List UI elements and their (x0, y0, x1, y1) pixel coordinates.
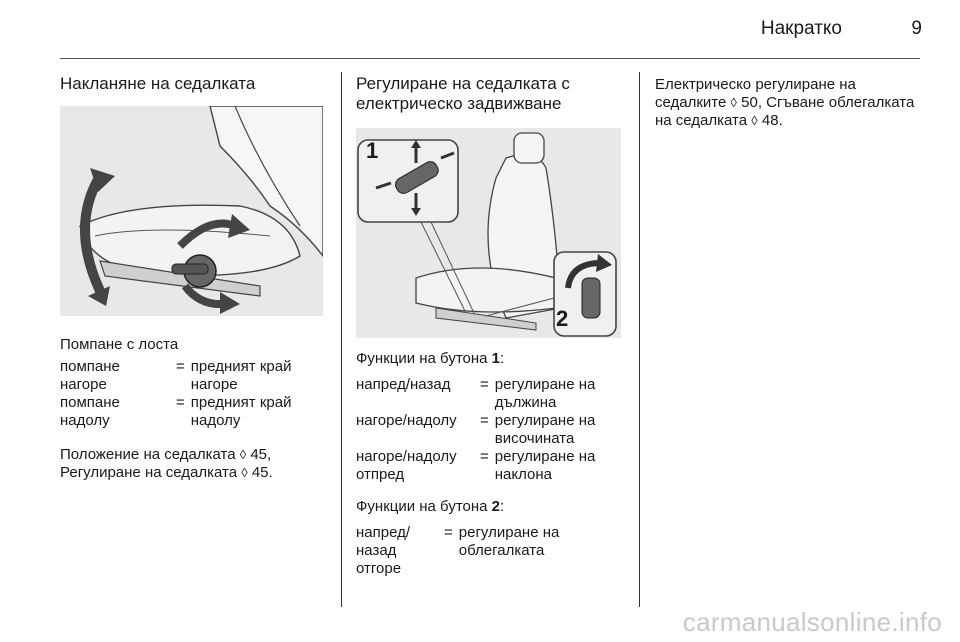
watermark: carmanualsonline.info (682, 607, 942, 637)
definition-value: регулиране на височината (494, 412, 596, 447)
column-divider-2 (639, 72, 640, 607)
reference-arrow-icon: ◊ (730, 95, 737, 110)
seat-tilt-illustration (60, 106, 323, 316)
definition-value: регулиране на облегалката (458, 524, 560, 559)
button-2-switch-icon (582, 278, 600, 318)
reference-text: Електрическо регулиране на седалките (655, 76, 856, 111)
colon-symbol: : (500, 498, 505, 515)
definition-row (60, 394, 305, 430)
related-references (655, 76, 920, 130)
callout-2: 2 (556, 306, 569, 331)
definition-equals: = (480, 448, 489, 465)
reference-arrow-icon: ◊ (241, 465, 248, 480)
reference-page-link[interactable]: 45, (250, 446, 272, 463)
reference-text: Положение на седалката (60, 446, 236, 463)
button-2-label-text: Функции на бутона (356, 498, 488, 515)
definition-row (356, 412, 616, 448)
power-seat-heading: Регулиране на седалката с електрическо задвижване (356, 74, 570, 113)
reference-arrow-icon: ◊ (751, 113, 758, 128)
power-seat-illustration (356, 128, 621, 338)
button-1-functions-label (356, 350, 622, 368)
definition-term: нагоре/надолу (356, 412, 457, 429)
button-2-functions-label (356, 498, 622, 516)
definition-equals: = (480, 376, 489, 393)
column-related-links (655, 74, 920, 130)
definition-row (60, 358, 305, 394)
reference-arrow-icon: ◊ (239, 447, 247, 462)
power-seat-drawing (356, 128, 621, 338)
colon-symbol: : (500, 350, 505, 367)
seat-tilt-caption: Помпане с лоста (60, 336, 179, 353)
running-header-title: Накратко (760, 18, 842, 39)
definition-term: помпане нагоре (60, 358, 120, 393)
page-number: 9 (911, 18, 922, 39)
definition-row (356, 376, 616, 412)
definition-term: напред/назад (356, 376, 451, 393)
definition-value: регулиране на наклона (494, 448, 596, 483)
button-1-number: 1 (491, 350, 501, 367)
seat-tilt-references (60, 446, 328, 482)
column-seat-tilt (60, 74, 328, 482)
seat-tilt-heading: Накланяне на седалката (60, 74, 256, 93)
column-divider-1 (341, 72, 342, 607)
reference-page-link[interactable]: 48. (761, 112, 783, 129)
definition-value: предният край надолу (190, 394, 292, 429)
button-2-number: 2 (491, 498, 501, 515)
reference-page-link[interactable]: 50, (741, 94, 762, 111)
reference-text: Регулиране на седалката (60, 464, 238, 481)
column-power-seat (356, 74, 622, 578)
definition-value: предният край нагоре (190, 358, 292, 393)
definition-term: помпане надолу (60, 394, 120, 429)
definition-term: напред/ назад отгоре (356, 524, 411, 577)
reference-page-link[interactable]: 45. (251, 464, 273, 481)
definition-row (356, 524, 596, 578)
button-2-definitions (356, 524, 596, 578)
definition-row (356, 448, 616, 484)
definition-equals: = (444, 524, 453, 541)
definition-equals: = (176, 394, 185, 411)
definition-term: нагоре/надолу отпред (356, 448, 457, 483)
button-1-definitions (356, 376, 616, 484)
header-rule (60, 58, 920, 59)
callout-1: 1 (366, 138, 379, 163)
definition-equals: = (480, 412, 489, 429)
reference-text: Сгъване облегалката на седалката (655, 94, 915, 129)
seat-tilt-definitions (60, 358, 305, 430)
button-1-label-text: Функции на бутона (356, 350, 488, 367)
definition-equals: = (176, 358, 185, 375)
seat-tilt-drawing (60, 106, 323, 316)
definition-value: регулиране на дължина (494, 376, 596, 411)
